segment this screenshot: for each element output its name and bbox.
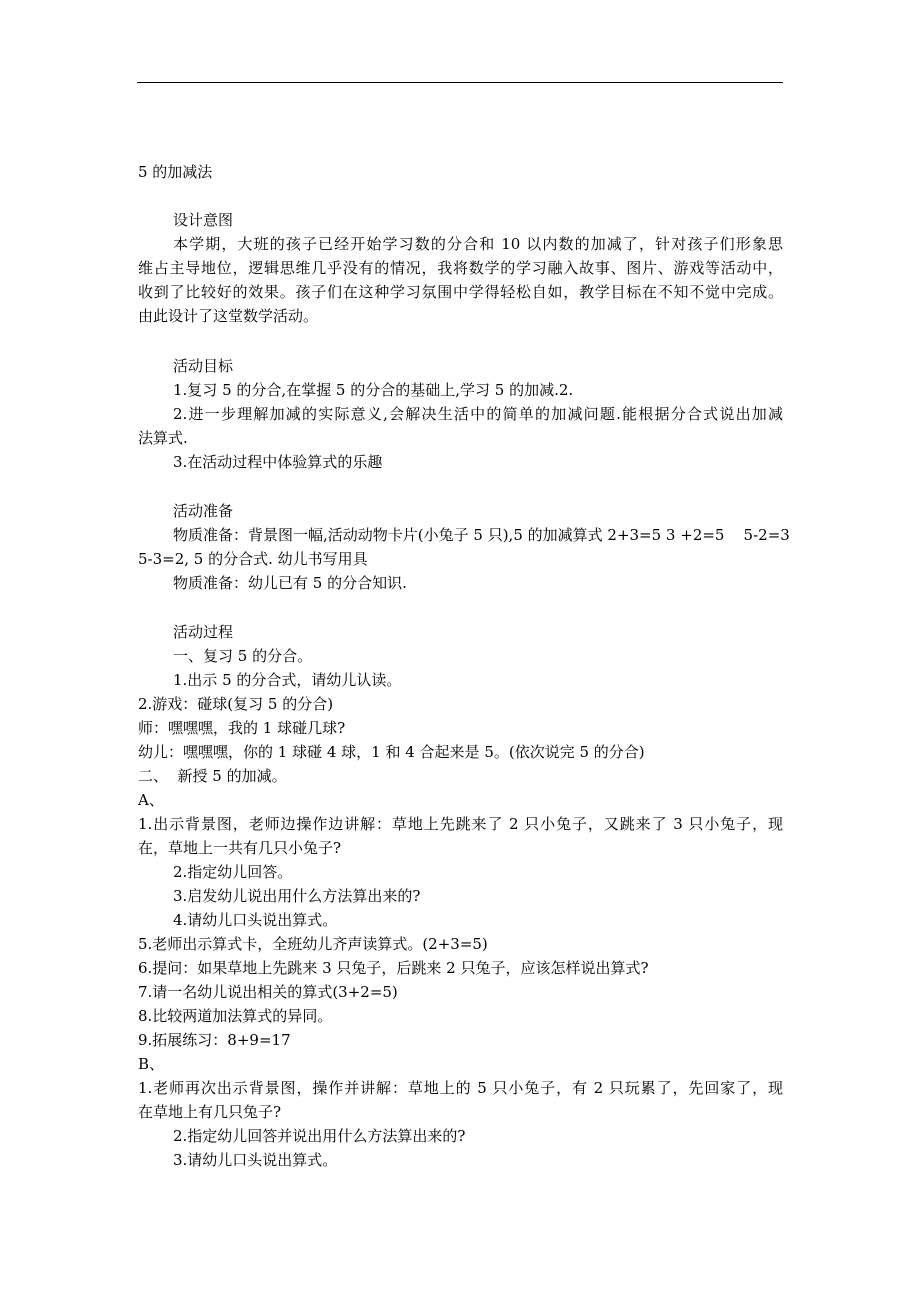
process-line: 师：嘿嘿嘿，我的 1 球碰几球? xyxy=(138,719,346,737)
process-line: 8.比较两道加法算式的异同。 xyxy=(138,1007,333,1025)
process-heading: 活动过程 xyxy=(173,623,234,641)
process-line: 6.提问：如果草地上先跳来 3 只兔子，后跳来 2 只兔子，应该怎样说出算式? xyxy=(138,959,649,977)
process-line: 2.指定幼儿回答。 xyxy=(173,863,293,881)
design-intent-line: 维占主导地位，逻辑思维几乎没有的情况，我将数学的学习融入故事、图片、游戏等活动中， xyxy=(138,259,783,277)
prep-line: 物质准备：背景图一幅,活动动物卡片(小兔子 5 只),5 的加减算式 2+3=5 3 +2=5 5-2=3 xyxy=(173,526,790,544)
process-line: 1.出示 5 的分合式，请幼儿认读。 xyxy=(173,671,402,689)
process-line: 二、 新授 5 的加减。 xyxy=(138,767,287,785)
goal-line: 1.复习 5 的分合,在掌握 5 的分合的基础上,学习 5 的加减.2. xyxy=(173,381,574,399)
process-line: 4.请幼儿口头说出算式。 xyxy=(173,911,338,929)
process-line: 1.出示背景图，老师边操作边讲解：草地上先跳来了 2 只小兔子，又跳来了 3 只小兔子，现 xyxy=(138,815,783,833)
goal-line: 2.进一步理解加减的实际意义,会解决生活中的简单的加减问题.能根据分合式说出加减 xyxy=(173,405,783,423)
process-line: 3.请幼儿口头说出算式。 xyxy=(173,1151,338,1169)
goals-heading: 活动目标 xyxy=(173,357,234,375)
process-line: 2.游戏：碰球(复习 5 的分合) xyxy=(138,695,334,713)
process-line: 9.拓展练习：8+9=17 xyxy=(138,1031,291,1049)
design-intent-line: 本学期，大班的孩子已经开始学习数的分合和 10 以内数的加减了，针对孩子们形象思 xyxy=(173,235,783,253)
process-line: 2.指定幼儿回答并说出用什么方法算出来的? xyxy=(173,1127,466,1145)
header-rule xyxy=(137,82,783,83)
process-line: A、 xyxy=(138,791,164,809)
process-line: 在，草地上一共有几只小兔子? xyxy=(138,839,342,857)
prep-line: 物质准备：幼儿已有 5 的分合知识. xyxy=(173,574,407,592)
design-intent-line: 收到了比较好的效果。孩子们在这种学习氛围中学得轻松自如，教学目标在不知不觉中完成。 xyxy=(138,283,783,301)
goal-line: 3.在活动过程中体验算式的乐趣 xyxy=(173,453,383,471)
goal-line: 法算式. xyxy=(138,429,188,447)
design-intent-heading: 设计意图 xyxy=(173,211,234,229)
process-line: 幼儿：嘿嘿嘿，你的 1 球碰 4 球，1 和 4 合起来是 5。(依次说完 5 的分合) xyxy=(138,743,645,761)
process-line: 1.老师再次出示背景图，操作并讲解：草地上的 5 只小兔子，有 2 只玩累了，先回家了，现 xyxy=(138,1079,783,1097)
doc-title: 5 的加减法 xyxy=(138,163,213,181)
process-line: 3.启发幼儿说出用什么方法算出来的? xyxy=(173,887,421,905)
prep-line: 5-3=2, 5 的分合式. 幼儿书写用具 xyxy=(138,550,368,568)
process-line: 在草地上有几只兔子? xyxy=(138,1103,282,1121)
prep-heading: 活动准备 xyxy=(173,502,234,520)
process-line: 一、复习 5 的分合。 xyxy=(173,647,313,665)
process-line: B、 xyxy=(138,1055,165,1073)
design-intent-line: 由此设计了这堂数学活动。 xyxy=(138,307,319,325)
process-line: 5.老师出示算式卡，全班幼儿齐声读算式。(2+3=5) xyxy=(138,935,488,953)
process-line: 7.请一名幼儿说出相关的算式(3+2=5) xyxy=(138,983,398,1001)
